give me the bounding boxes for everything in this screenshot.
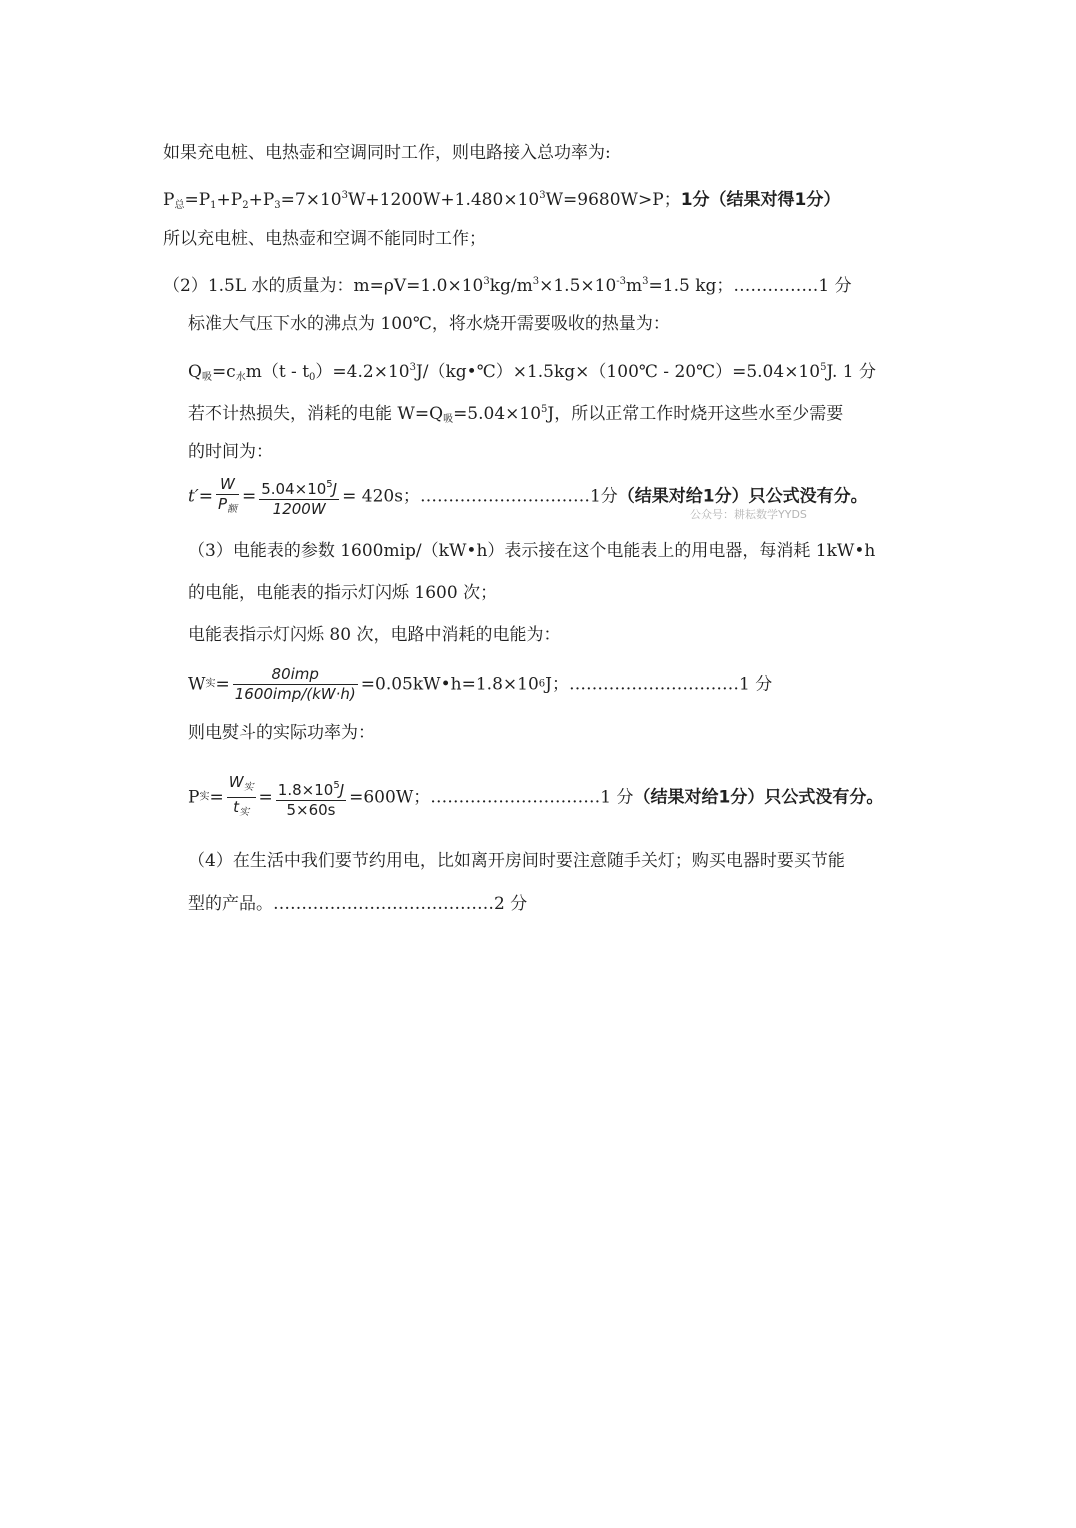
- formula-part: m: [626, 276, 643, 296]
- formula-subscript: 实: [205, 678, 216, 690]
- formula-subscript: 额: [226, 503, 237, 515]
- score-note: （结果对给1分）只公式没有分。: [633, 787, 884, 808]
- fraction-numerator-unit: J: [339, 780, 345, 799]
- formula-subscript: 1: [210, 200, 217, 211]
- formula-superscript: 5: [541, 404, 548, 415]
- formula-part: J/（kg•℃）×1.5kg×（100℃ - 20℃）=5.04×10: [415, 362, 821, 382]
- line-text: 的时间为：: [188, 442, 273, 462]
- formula-water-mass: [163, 270, 852, 298]
- formula-superscript: -3: [616, 276, 627, 287]
- line-text: 电能表指示灯闪烁 80 次，电路中消耗的电能为：: [188, 625, 561, 645]
- formula-part: =c: [211, 362, 236, 382]
- formula-part: =1.5 kg；: [648, 276, 734, 296]
- fraction-denominator: P: [217, 494, 227, 513]
- score-dots: ……………1 分: [733, 276, 852, 296]
- fraction-numerator: W: [216, 475, 239, 495]
- formula-subscript: 水: [235, 372, 246, 383]
- formula-energy-consumed: [188, 662, 772, 707]
- formula-superscript: 6: [538, 678, 546, 690]
- formula-part: +P: [248, 190, 275, 210]
- formula-part: 若不计热损失，消耗的电能 W=Q: [188, 404, 444, 424]
- formula-part: =: [215, 674, 230, 695]
- line-text: 的电能，电能表的指示灯闪烁 1600 次；: [188, 583, 498, 603]
- formula-superscript: 3: [532, 276, 540, 287]
- formula-part: =: [258, 787, 273, 808]
- formula-part: = 420s；: [342, 486, 420, 507]
- line-text: 标准大气压下水的沸点为 100℃，将水烧开需要吸收的热量为：: [188, 314, 670, 334]
- formula-part: J；: [545, 674, 569, 695]
- score-dots: …………………………1 分: [430, 787, 634, 808]
- text-line-8: [188, 440, 273, 464]
- formula-part: +P: [216, 190, 243, 210]
- line-text: 所以充电桩、电热壶和空调不能同时工作；: [163, 229, 486, 249]
- formula-superscript: 3: [483, 276, 490, 287]
- formula-subscript: 吸: [443, 414, 454, 425]
- fraction-w-over-p: [216, 475, 239, 519]
- text-line-16: [188, 849, 845, 873]
- fraction-denominator: t: [233, 798, 240, 816]
- formula-superscript: 5: [820, 362, 827, 373]
- formula-subscript: 实: [199, 791, 210, 803]
- formula-superscript: 3: [642, 276, 649, 287]
- score-note: 1分（结果对得1分）: [680, 190, 841, 210]
- fraction-denominator: 1200W: [272, 499, 326, 518]
- formula-part: （2）1.5L 水的质量为：m=ρV=1.0×10: [163, 276, 484, 296]
- text-line-5: [188, 312, 670, 336]
- fraction-denominator: 5×60s: [286, 800, 336, 819]
- text-line-12: [188, 623, 560, 647]
- formula-part: P: [163, 190, 175, 210]
- formula-subscript: 2: [242, 200, 249, 211]
- fraction-numerator: 5.04×10: [261, 479, 327, 498]
- formula-actual-power: [188, 772, 883, 823]
- formula-part: =0.05kW•h=1.8×10: [360, 674, 539, 695]
- formula-part: =5.04×10: [453, 404, 542, 424]
- fraction-energy-over-power: [259, 475, 339, 519]
- formula-part: Q: [188, 362, 202, 382]
- score-dots: …………………………1 分: [568, 674, 773, 695]
- text-line-14: [188, 721, 375, 745]
- fraction-imp: [233, 665, 358, 704]
- fraction-numerator: W: [228, 773, 244, 791]
- score-dots: …………………………1分: [419, 486, 618, 507]
- formula-subscript: 0: [309, 372, 316, 383]
- fraction-w-over-t: [227, 773, 256, 822]
- formula-part: kg/m: [489, 276, 533, 296]
- formula-part: W: [188, 674, 206, 695]
- text-line-7: [188, 398, 843, 432]
- formula-part: W=9680W>P；: [545, 190, 681, 210]
- text-line-17: [188, 892, 527, 916]
- text-line-1: [163, 141, 611, 165]
- text-line-11: [188, 581, 497, 605]
- formula-part: J，所以正常工作时烧开这些水至少需要: [547, 404, 844, 424]
- formula-part: =P: [184, 190, 211, 210]
- formula-subscript: 3: [274, 200, 281, 211]
- formula-superscript: 3: [539, 190, 546, 201]
- fraction-numerator: 80imp: [233, 665, 358, 685]
- line-text: （4）在生活中我们要节约用电，比如离开房间时要注意随手关灯；购买电器时要买节能: [188, 851, 845, 871]
- formula-part: m（t - t: [245, 362, 310, 382]
- line-text: （3）电能表的参数 1600mip/（kW•h）表示接在这个电能表上的用电器，每消耗 1kW•h: [188, 541, 876, 561]
- score-note: （结果对给1分）只公式没有分。: [617, 486, 868, 507]
- formula-total-power: [163, 184, 840, 218]
- formula-part: W+1200W+1.480×10: [347, 190, 540, 210]
- text-line-3: [163, 227, 486, 251]
- formula-part: t′=: [188, 486, 213, 507]
- formula-heat-absorbed: [188, 356, 876, 390]
- formula-superscript: 5: [326, 478, 333, 490]
- fraction-energy-over-time: [276, 776, 346, 820]
- formula-subscript: 实: [243, 782, 254, 793]
- formula-superscript: 3: [341, 190, 348, 201]
- line-text: 型的产品。…………………………………2 分: [188, 894, 528, 914]
- line-text: 则电熨斗的实际功率为：: [188, 723, 375, 743]
- formula-part: J. 1 分: [826, 362, 876, 382]
- watermark-text: 公众号：耕耘数学YYDS: [690, 508, 807, 521]
- formula-superscript: 3: [409, 362, 416, 373]
- line-text: 如果充电桩、电热壶和空调同时工作，则电路接入总功率为:: [163, 143, 611, 163]
- formula-subscript: 总: [174, 200, 185, 211]
- formula-part: ）=4.2×10: [315, 362, 410, 382]
- formula-part: ×1.5×10: [539, 276, 617, 296]
- formula-subscript: 实: [239, 807, 250, 818]
- fraction-denominator: 1600imp/(kW·h): [234, 685, 356, 703]
- formula-part: =: [209, 787, 224, 808]
- formula-subscript: 吸: [201, 372, 212, 383]
- formula-part: =: [241, 486, 257, 507]
- fraction-numerator: 1.8×10: [277, 780, 334, 799]
- formula-superscript: 5: [333, 779, 340, 791]
- formula-part: P: [188, 787, 200, 808]
- formula-part: =7×10: [280, 190, 342, 210]
- fraction-numerator-unit: J: [332, 479, 338, 498]
- formula-part: =600W；: [349, 787, 431, 808]
- text-line-10: [188, 539, 875, 563]
